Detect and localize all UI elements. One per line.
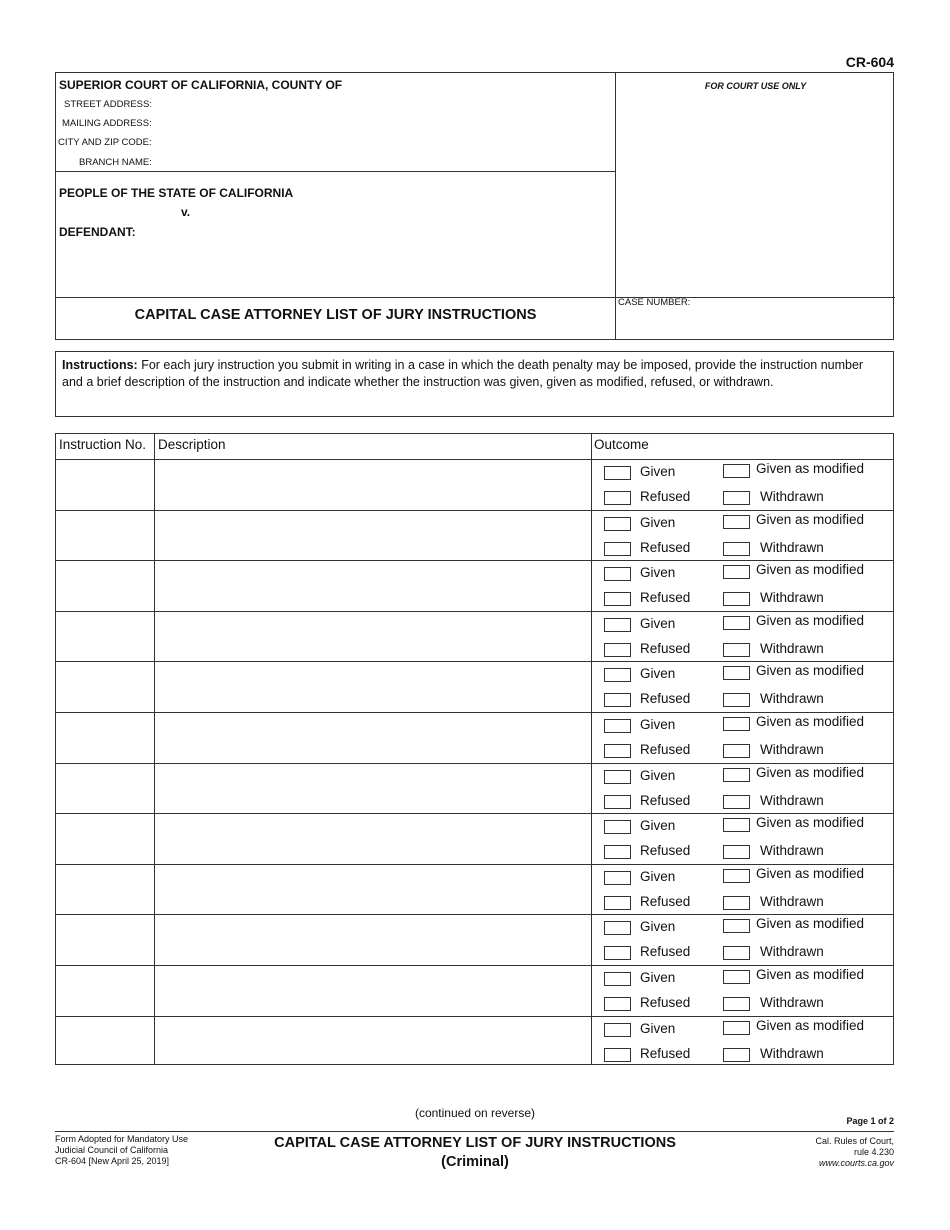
description-field[interactable]	[158, 931, 586, 949]
instruction-no-field[interactable]	[60, 780, 150, 798]
refused-label: Refused	[640, 944, 691, 960]
given-as-modified-label: Given as modified	[756, 967, 865, 982]
given-checkbox[interactable]	[604, 719, 631, 733]
instruction-no-field[interactable]	[60, 577, 150, 595]
refused-checkbox[interactable]	[604, 592, 631, 606]
description-field[interactable]	[158, 678, 586, 696]
refused-label: Refused	[640, 590, 691, 606]
rule-number: rule 4.230	[853, 1147, 894, 1157]
given-as-modified-checkbox[interactable]	[723, 464, 750, 478]
rules-info	[760, 1136, 894, 1169]
table-row	[56, 1016, 893, 1067]
given-as-modified-label: Given as modified	[756, 1017, 865, 1033]
website-link[interactable]: www.courts.ca.gov	[818, 1158, 894, 1168]
withdrawn-checkbox[interactable]	[723, 997, 750, 1011]
given-as-modified-label: Given as modified	[756, 764, 865, 780]
refused-label: Refused	[640, 1045, 691, 1061]
header-outcome: Outcome	[594, 437, 649, 452]
refused-checkbox[interactable]	[604, 896, 631, 910]
given-label: Given	[640, 464, 676, 479]
given-as-modified-label: Given as modified	[756, 916, 865, 932]
instruction-no-field[interactable]	[60, 476, 150, 494]
withdrawn-label: Withdrawn	[760, 944, 824, 960]
given-as-modified-checkbox[interactable]	[723, 666, 750, 680]
given-as-modified-checkbox[interactable]	[723, 768, 750, 782]
table-row	[56, 459, 893, 510]
refused-checkbox[interactable]	[604, 795, 631, 809]
adopted-line: Form Adopted for Mandatory Use	[55, 1134, 189, 1144]
page-number: Page 1 of 2	[846, 1116, 894, 1126]
refused-checkbox[interactable]	[604, 491, 631, 505]
street-address-label: STREET ADDRESS:	[64, 99, 152, 110]
given-checkbox[interactable]	[604, 921, 631, 935]
given-as-modified-checkbox[interactable]	[723, 515, 750, 529]
divider	[615, 73, 616, 340]
given-as-modified-label: Given as modified	[756, 714, 865, 729]
rules-line: Cal. Rules of Court,	[815, 1136, 894, 1146]
given-checkbox[interactable]	[604, 972, 631, 986]
branch-name-label: BRANCH NAME:	[79, 157, 152, 168]
refused-checkbox[interactable]	[604, 744, 631, 758]
withdrawn-checkbox[interactable]	[723, 946, 750, 960]
adoption-info	[55, 1134, 188, 1167]
court-name: SUPERIOR COURT OF CALIFORNIA, COUNTY OF	[59, 78, 343, 92]
withdrawn-checkbox[interactable]	[723, 491, 750, 505]
mailing-address-label: MAILING ADDRESS:	[62, 118, 152, 129]
table-row	[56, 712, 893, 763]
given-as-modified-checkbox[interactable]	[723, 869, 750, 883]
footer-subtitle: (Criminal)	[441, 1154, 509, 1170]
withdrawn-checkbox[interactable]	[723, 643, 750, 657]
instruction-no-field[interactable]	[60, 527, 150, 545]
withdrawn-label: Withdrawn	[760, 489, 824, 504]
description-field[interactable]	[158, 780, 586, 798]
form-title: CAPITAL CASE ATTORNEY LIST OF JURY INSTRUCTIONS	[134, 307, 537, 323]
continued-note: (continued on reverse)	[414, 1106, 536, 1120]
form-number: CR-604	[845, 54, 894, 70]
given-checkbox[interactable]	[604, 466, 631, 480]
given-label: Given	[640, 615, 676, 631]
withdrawn-label: Withdrawn	[760, 590, 824, 606]
given-as-modified-checkbox[interactable]	[723, 818, 750, 832]
given-label: Given	[640, 717, 676, 732]
description-field[interactable]	[158, 628, 586, 646]
city-zip-label: CITY AND ZIP CODE:	[58, 137, 152, 148]
given-as-modified-checkbox[interactable]	[723, 1021, 750, 1035]
withdrawn-checkbox[interactable]	[723, 744, 750, 758]
withdrawn-checkbox[interactable]	[723, 896, 750, 910]
given-as-modified-label: Given as modified	[756, 865, 865, 881]
instructions-box	[55, 351, 894, 417]
withdrawn-label: Withdrawn	[760, 1045, 824, 1061]
revision-line: CR-604 [New April 25, 2019]	[55, 1156, 170, 1166]
description-field[interactable]	[158, 830, 586, 848]
header-instruction-no: Instruction No.	[59, 437, 147, 452]
given-label: Given	[640, 1020, 676, 1036]
description-field[interactable]	[158, 476, 586, 494]
withdrawn-label: Withdrawn	[760, 539, 824, 555]
withdrawn-checkbox[interactable]	[723, 845, 750, 859]
defendant-label: DEFENDANT:	[59, 225, 136, 239]
refused-label: Refused	[640, 640, 691, 656]
given-checkbox[interactable]	[604, 517, 631, 531]
refused-checkbox[interactable]	[604, 693, 631, 707]
instruction-no-field[interactable]	[60, 881, 150, 899]
withdrawn-checkbox[interactable]	[723, 542, 750, 556]
given-label: Given	[640, 970, 676, 985]
header-description: Description	[158, 437, 226, 452]
refused-checkbox[interactable]	[604, 542, 631, 556]
withdrawn-checkbox[interactable]	[723, 795, 750, 809]
instructions-table	[55, 433, 894, 1065]
given-label: Given	[640, 666, 676, 682]
given-checkbox[interactable]	[604, 668, 631, 682]
given-as-modified-checkbox[interactable]	[723, 970, 750, 984]
refused-checkbox[interactable]	[604, 845, 631, 859]
instruction-no-field[interactable]	[60, 982, 150, 1000]
table-row	[56, 661, 893, 712]
given-checkbox[interactable]	[604, 1023, 631, 1037]
instruction-no-field[interactable]	[60, 830, 150, 848]
description-field[interactable]	[158, 1033, 586, 1051]
given-as-modified-checkbox[interactable]	[723, 717, 750, 731]
refused-checkbox[interactable]	[604, 946, 631, 960]
withdrawn-label: Withdrawn	[760, 995, 824, 1010]
given-as-modified-label: Given as modified	[756, 461, 865, 476]
given-as-modified-checkbox[interactable]	[723, 616, 750, 630]
refused-checkbox[interactable]	[604, 1048, 631, 1062]
instruction-no-field[interactable]	[60, 1033, 150, 1051]
given-checkbox[interactable]	[604, 567, 631, 581]
given-label: Given	[640, 868, 676, 884]
instruction-no-field[interactable]	[60, 628, 150, 646]
withdrawn-label: Withdrawn	[760, 742, 824, 757]
refused-label: Refused	[640, 893, 691, 909]
withdrawn-label: Withdrawn	[760, 893, 824, 909]
footer-title	[230, 1134, 720, 1172]
given-label: Given	[640, 818, 676, 834]
given-checkbox[interactable]	[604, 871, 631, 885]
withdrawn-checkbox[interactable]	[723, 592, 750, 606]
refused-checkbox[interactable]	[604, 997, 631, 1011]
divider	[56, 171, 615, 172]
table-row	[56, 510, 893, 561]
given-as-modified-label: Given as modified	[756, 663, 865, 679]
given-as-modified-checkbox[interactable]	[723, 919, 750, 933]
description-field[interactable]	[158, 577, 586, 595]
given-as-modified-label: Given as modified	[756, 612, 865, 628]
table-row	[56, 763, 893, 814]
given-checkbox[interactable]	[604, 618, 631, 632]
refused-label: Refused	[640, 792, 691, 808]
description-field[interactable]	[158, 881, 586, 899]
given-checkbox[interactable]	[604, 770, 631, 784]
given-label: Given	[640, 514, 676, 530]
withdrawn-checkbox[interactable]	[723, 693, 750, 707]
instructions-text: For each jury instruction you submit in writing in a case in which the death penalty may be imposed, provide the instruction number and a brief description of the instruction and indicate whether the instruction was given, given as modified, refused, or withdrawn.	[62, 358, 864, 389]
given-label: Given	[640, 565, 676, 581]
council-line: Judicial Council of California	[55, 1145, 169, 1155]
refused-label: Refused	[640, 742, 691, 757]
given-checkbox[interactable]	[604, 820, 631, 834]
table-row	[56, 813, 893, 864]
footer-title-line: CAPITAL CASE ATTORNEY LIST OF JURY INSTRUCTIONS	[274, 1135, 676, 1151]
table-row	[56, 611, 893, 662]
versus: v.	[181, 205, 191, 219]
table-row	[56, 914, 893, 965]
case-number-label: CASE NUMBER:	[618, 297, 691, 308]
given-as-modified-checkbox[interactable]	[723, 565, 750, 579]
withdrawn-label: Withdrawn	[760, 691, 824, 707]
table-row	[56, 965, 893, 1016]
caption-box	[55, 72, 894, 340]
given-label: Given	[640, 767, 676, 783]
refused-label: Refused	[640, 995, 691, 1010]
divider	[56, 297, 895, 298]
refused-label: Refused	[640, 489, 691, 504]
given-as-modified-label: Given as modified	[756, 511, 865, 527]
refused-label: Refused	[640, 691, 691, 707]
withdrawn-label: Withdrawn	[760, 640, 824, 656]
instruction-no-field[interactable]	[60, 931, 150, 949]
withdrawn-checkbox[interactable]	[723, 1048, 750, 1062]
refused-label: Refused	[640, 843, 691, 859]
description-field[interactable]	[158, 729, 586, 747]
instruction-no-field[interactable]	[60, 729, 150, 747]
withdrawn-label: Withdrawn	[760, 843, 824, 859]
given-as-modified-label: Given as modified	[756, 562, 865, 578]
refused-checkbox[interactable]	[604, 643, 631, 657]
people-of-state: PEOPLE OF THE STATE OF CALIFORNIA	[59, 186, 294, 200]
description-field[interactable]	[158, 527, 586, 545]
given-as-modified-label: Given as modified	[756, 815, 865, 831]
table-row	[56, 560, 893, 611]
given-label: Given	[640, 919, 676, 935]
instructions-label: Instructions:	[62, 358, 138, 372]
description-field[interactable]	[158, 982, 586, 1000]
refused-label: Refused	[640, 539, 691, 555]
court-use-label: FOR COURT USE ONLY	[704, 81, 807, 91]
instruction-no-field[interactable]	[60, 678, 150, 696]
footer-rule	[55, 1131, 894, 1132]
table-row	[56, 864, 893, 915]
withdrawn-label: Withdrawn	[760, 792, 824, 808]
